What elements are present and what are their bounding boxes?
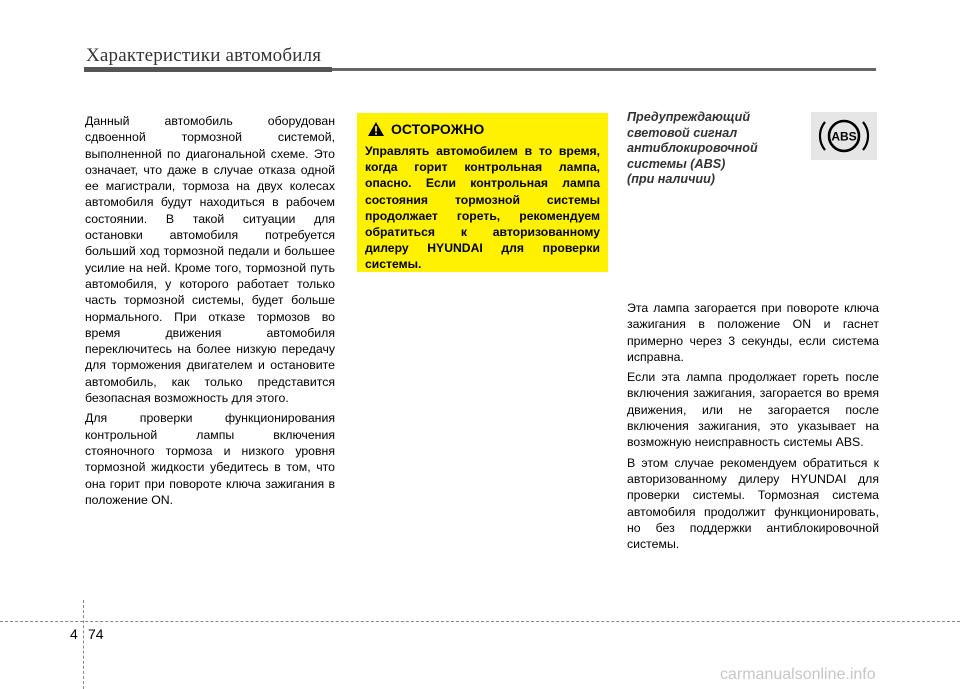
- heading-line: Предупреждающий: [627, 110, 751, 124]
- page-number: [70, 626, 104, 642]
- page-number-value: 74: [88, 626, 104, 642]
- warning-text: Управлять автомобилем в то время, когда горит контрольная лампа, опасно. Если контрольная лампа состояния тормозной системы продолжает гореть, рекомендуем обратиться к авторизованному дилеру HYUNDAI для проверки системы.: [365, 144, 600, 272]
- page-header-title: Характеристики автомобиля: [86, 45, 322, 66]
- heading-line: (при наличии): [627, 172, 715, 187]
- abs-section-heading: [627, 110, 802, 188]
- warning-triangle-icon: [367, 121, 385, 137]
- paragraph: Данный автомобиль оборудован сдвоенной тормозной системой, выполненной по диагональной схеме. Это означает, что даже в случае отказа одной ее магистрали, тормоза на двух колесах автомобиля будут находиться в рабочем состоянии. В такой ситуации для остановки автомобиля потребуется больший ход тормозной педали и большее усилие на ней. Кроме того, тормозной путь автомобиля, у которого работает только часть тормозной системы, будет больше нормального. При отказе тормозов во время движения автомобиля переключитесь на более низкую передачу для торможения двигателем и остановите автомобиль, как только представится безопасная возможность для этого.: [85, 114, 335, 406]
- watermark: carmanualsonline.info: [720, 666, 876, 683]
- paragraph: Если эта лампа продолжает гореть после включения зажигания, загорается во время движения, или не загорается после включения зажигания, это указывает на возможную неисправность системы ABS.: [627, 370, 879, 450]
- warning-header: [367, 121, 600, 137]
- chapter-number: 4: [70, 626, 78, 642]
- header-rule-accent: [84, 67, 332, 72]
- left-column-text: [85, 113, 335, 512]
- paragraph: Для проверки функционирования контрольной лампы включения стояночного тормоза и низкого уровня тормозной жидкости убедитесь в том, что она горит при повороте ключа зажигания в положение ON.: [85, 411, 335, 507]
- paragraph: В этом случае рекомендуем обратиться к авторизованному дилеру HYUNDAI для проверки системы. Тормозная система автомобиля продолжит функционировать, но без поддержки антиблокировочной системы.: [627, 455, 879, 552]
- footer-rule: [0, 621, 960, 622]
- footer-divider: [83, 600, 84, 689]
- abs-warning-lamp-icon: [811, 112, 877, 160]
- right-column-text: [627, 300, 879, 556]
- warning-title: ОСТОРОЖНО: [391, 121, 485, 137]
- heading-line: антиблокировочной: [627, 141, 758, 156]
- heading-line: системы (ABS): [627, 156, 726, 171]
- paragraph: Эта лампа загорается при повороте ключа зажигания в положение ON и гаснет примерно через 3 секунды, если система исправна.: [627, 301, 879, 364]
- warning-box: [357, 113, 608, 272]
- abs-icon-label: ABS: [831, 129, 857, 144]
- heading-line: световой сигнал: [627, 125, 738, 140]
